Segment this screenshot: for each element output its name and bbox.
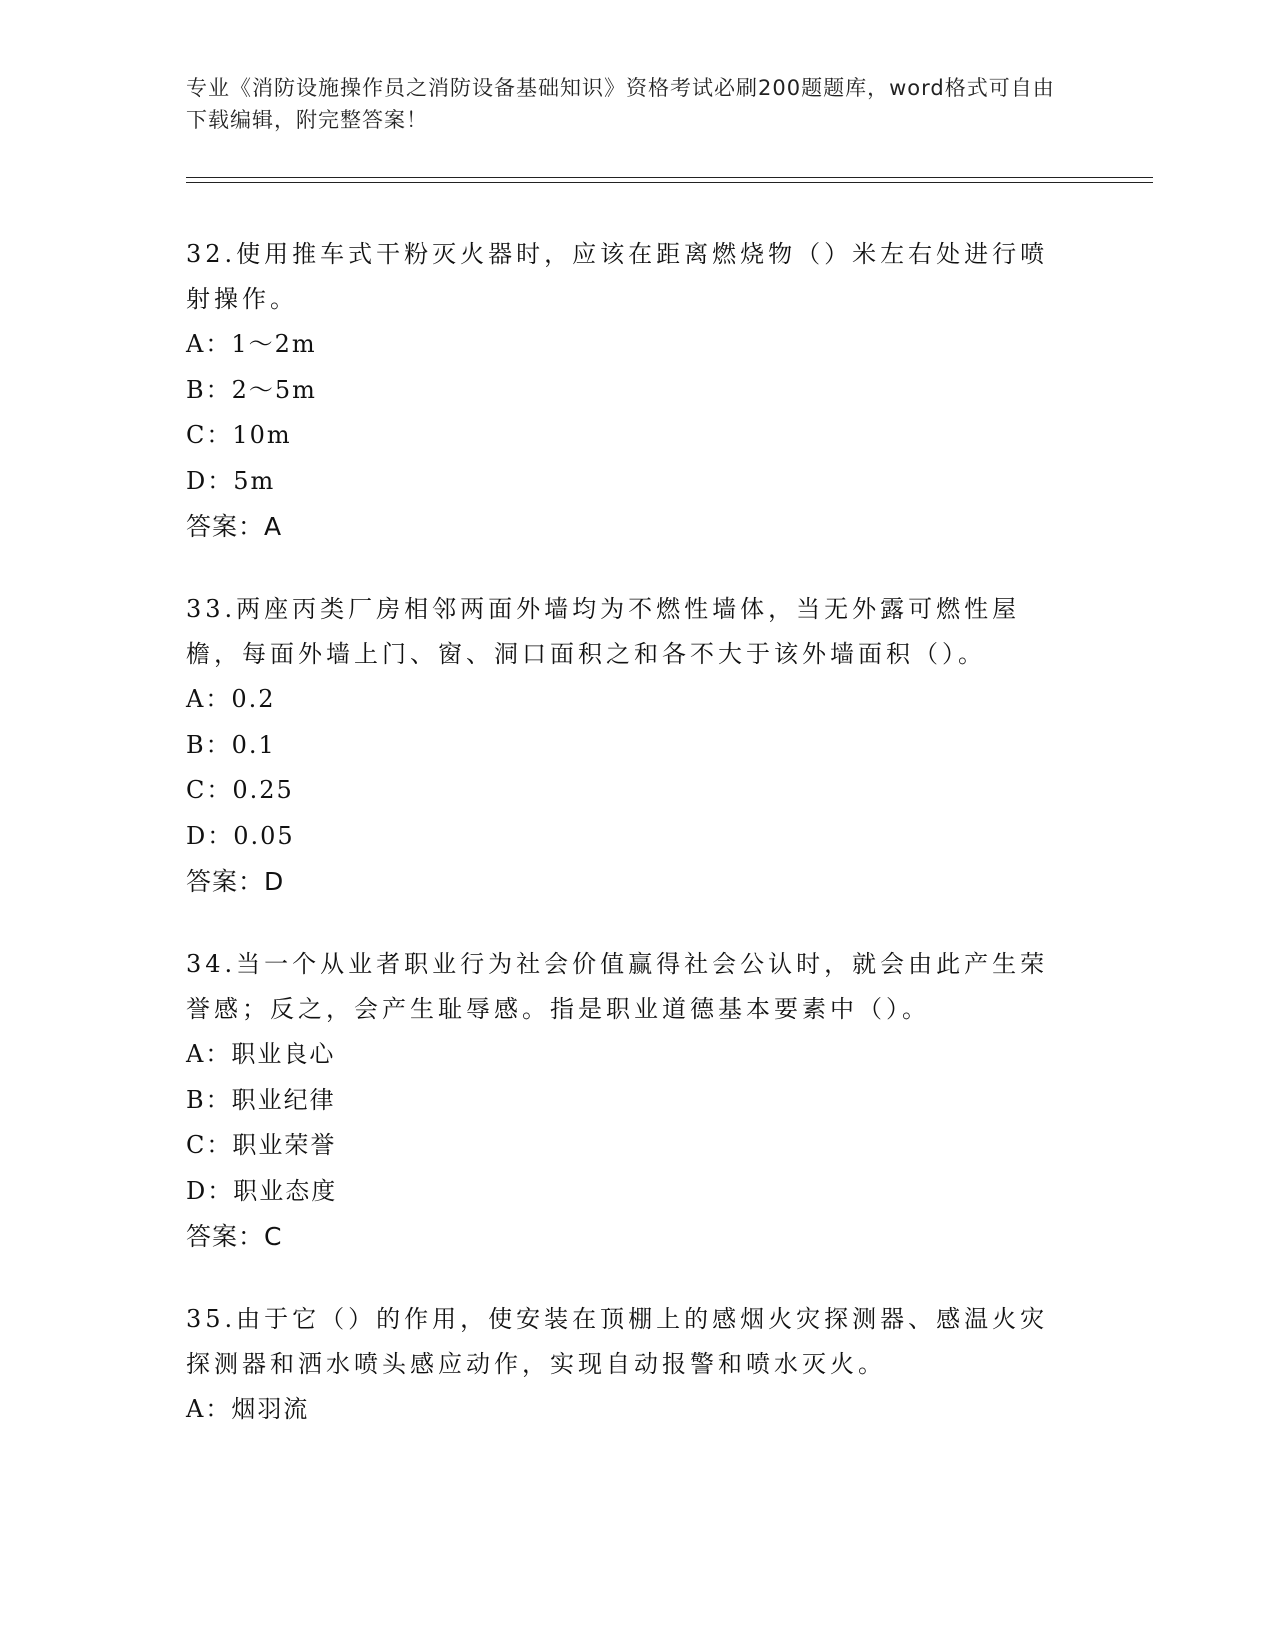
- answer: 答案：C: [186, 1222, 283, 1251]
- option-d: D：5m: [186, 466, 276, 495]
- question-stem: 34.当一个从业者职业行为社会价值赢得社会公认时，就会由此产生荣誉感；反之，会产生耻辱感。指是职业道德基本要素中（）。: [186, 950, 1049, 1023]
- option-d: D：职业态度: [186, 1176, 338, 1205]
- option-b: B：0.1: [186, 730, 276, 759]
- option-c: C：0.25: [186, 776, 294, 804]
- header-divider-top: [186, 177, 1153, 178]
- option-b: B：2～5m: [186, 375, 317, 404]
- question-stem: 33.两座丙类厂房相邻两面外墙均为不燃性墙体，当无外露可燃性屋檐，每面外墙上门、窗、洞口面积之和各不大于该外墙面积（）。: [186, 595, 1021, 668]
- question-35: [186, 1297, 1076, 1433]
- option-d: D：0.05: [186, 821, 295, 850]
- question-list: [186, 232, 1076, 1470]
- option-a: A：0.2: [186, 685, 276, 713]
- option-a: A：职业良心: [186, 1040, 336, 1068]
- question-33: [186, 587, 1076, 905]
- question-32: [186, 232, 1076, 550]
- header-divider-bottom: [186, 182, 1153, 183]
- option-a: A：烟羽流: [186, 1395, 310, 1423]
- option-c: C：职业荣誉: [186, 1131, 337, 1159]
- question-stem: 35.由于它（）的作用，使安装在顶棚上的感烟火灾探测器、感温火灾探测器和洒水喷头感应动作，实现自动报警和喷水灭火。: [186, 1305, 1049, 1378]
- option-b: B：职业纪律: [186, 1085, 336, 1114]
- option-c: C：10m: [186, 421, 292, 449]
- answer: 答案：A: [186, 512, 283, 541]
- answer: 答案：D: [186, 867, 285, 896]
- document-header: 专业《消防设施操作员之消防设备基础知识》资格考试必刷200题题库，word格式可自由下载编辑，附完整答案！: [186, 76, 1055, 132]
- question-stem: 32.使用推车式干粉灭火器时，应该在距离燃烧物（）米左右处进行喷射操作。: [186, 240, 1049, 313]
- question-34: [186, 942, 1076, 1260]
- option-a: A：1～2m: [186, 330, 317, 358]
